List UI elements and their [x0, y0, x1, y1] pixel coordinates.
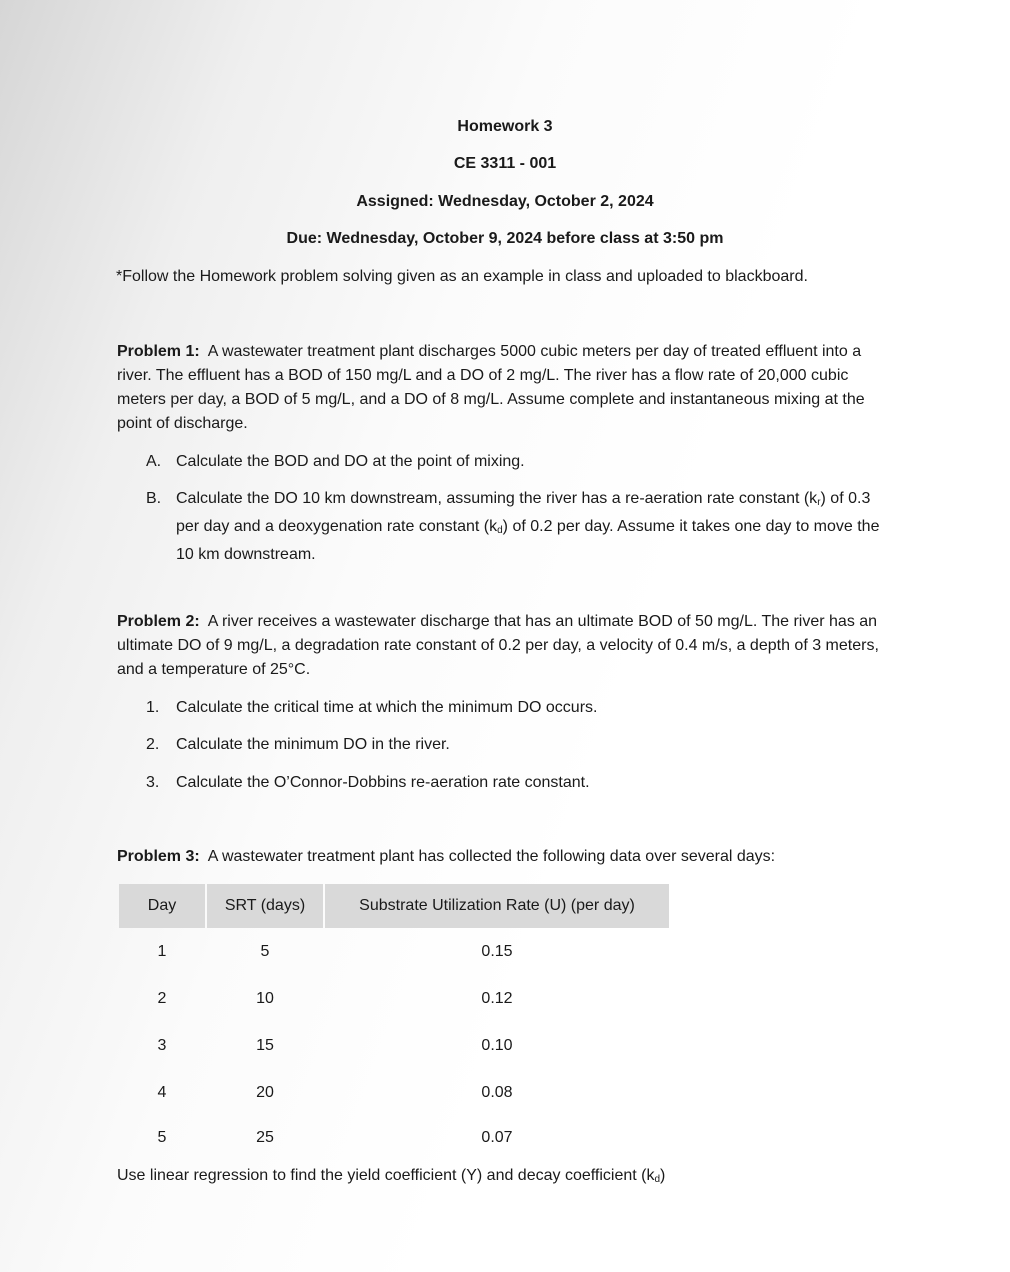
table-row [119, 975, 669, 1022]
item-text: Calculate the O’Connor-Dobbins re-aeration rate constant. [176, 774, 590, 791]
problem-3-text: A wastewater treatment plant has collected the following data over several days: [207, 848, 776, 865]
item-text: Calculate the minimum DO in the river. [176, 736, 450, 753]
table-row [119, 1022, 669, 1069]
table-header-row [119, 884, 669, 928]
cell-day: 4 [157, 1083, 167, 1101]
header-utilization: Substrate Utilization Rate (U) (per day) [325, 884, 669, 928]
header-day: Day [119, 884, 205, 928]
cell-srt: 5 [260, 942, 270, 960]
item-marker: 1. [146, 699, 160, 716]
cell-day: 5 [157, 1129, 167, 1146]
cell-srt: 20 [256, 1083, 274, 1101]
cell-srt: 15 [256, 1036, 274, 1054]
problem-2-item-1 [146, 696, 896, 720]
item-marker: B. [146, 490, 162, 507]
problem-1-item-a [146, 450, 896, 474]
cell-srt: 25 [256, 1129, 274, 1146]
item-text: Calculate the DO 10 km downstream, assuming the river has a re-aeration rate constant $(k_r)$ of 0.3 per day and a deoxygenation rate constant $(k_d)$ of 0.2 per day. Assume it takes one day to move the 10 km downstream. [176, 490, 880, 563]
cell-utilization: 0.07 [481, 1129, 513, 1146]
cell-srt: 10 [256, 989, 274, 1007]
problem-2-item-3 [146, 771, 896, 795]
item-marker: A. [146, 453, 162, 470]
srt-data-table [117, 884, 671, 1160]
problem-3-statement [117, 845, 897, 869]
problem-1-text: A wastewater treatment plant discharges 5000 cubic meters per day of treated effluent into a river. The effluent has a BOD of 150 mg/L and a DO of 2 mg/L. The river has a flow rate of 20,000 cubic meters per day, a BOD of 5 mg/L, and a DO of 8 mg/L. Assume complete and instantaneous mixing at the point of discharge. [117, 343, 865, 432]
course-code: CE 3311 - 001 [453, 155, 557, 172]
table-row [119, 1116, 669, 1160]
assigned-date: Assigned: Wednesday, October 2, 2024 [356, 193, 654, 210]
document-title: Homework 3 [457, 118, 553, 135]
cell-day: 2 [157, 989, 167, 1007]
problem-2-statement [117, 610, 897, 682]
item-text: Calculate the BOD and DO at the point of mixing. [176, 453, 525, 470]
problem-1-item-b [146, 487, 896, 567]
cell-utilization: 0.12 [481, 989, 513, 1007]
due-date: Due: Wednesday, October 9, 2024 before class at 3:50 pm [286, 230, 724, 247]
item-marker: 3. [146, 774, 160, 791]
item-text: Calculate the critical time at which the minimum DO occurs. [176, 699, 598, 716]
problem-3-label: Problem 3: [117, 848, 200, 865]
instruction-note: *Follow the Homework problem solving given as an example in class and uploaded to blackboard. [116, 268, 808, 285]
header-srt: SRT (days) [207, 884, 323, 928]
cell-utilization: 0.10 [481, 1036, 513, 1054]
problem-1-label: Problem 1: [117, 343, 200, 360]
table-row [119, 1069, 669, 1116]
problem-2-text: A river receives a wastewater discharge that has an ultimate BOD of 50 mg/L. The river has an ultimate DO of 9 mg/L, a degradation rate constant of 0.2 per day, a velocity of 0.4 m/s, a depth of 3 meters, and a temperature of 25°C. [117, 613, 879, 678]
problem-3-instruction: Use linear regression to find the yield coefficient (Y) and decay coefficient $(k_d)$ [117, 1167, 666, 1185]
cell-day: 3 [157, 1036, 167, 1054]
cell-utilization: 0.15 [481, 942, 513, 960]
item-marker: 2. [146, 736, 160, 753]
problem-2-item-2 [146, 733, 896, 757]
cell-day: 1 [157, 942, 167, 960]
table-row [119, 928, 669, 975]
cell-utilization: 0.08 [481, 1083, 513, 1101]
problem-1-statement [117, 340, 897, 436]
problem-2-label: Problem 2: [117, 613, 200, 630]
